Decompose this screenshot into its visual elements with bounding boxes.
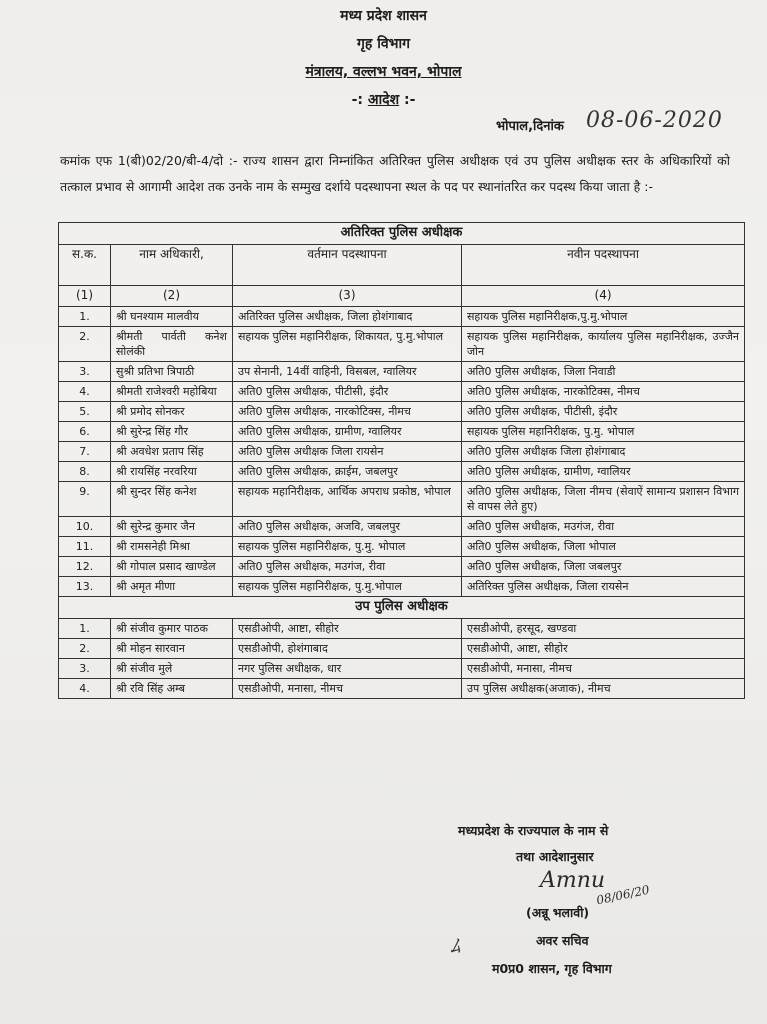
table-row — [59, 679, 745, 699]
cell-sn: 3. — [59, 362, 111, 382]
cell-new: उप पुलिस अधीक्षक(अजाक), नीमच — [462, 679, 745, 699]
cell-sn: 9. — [59, 482, 111, 517]
col-number: (1) — [59, 286, 111, 307]
signature-order: तथा आदेशानुसार — [516, 849, 594, 864]
cell-sn: 12. — [59, 557, 111, 577]
cell-name: श्री मोहन सारवान — [111, 639, 233, 659]
col-number: (4) — [462, 286, 745, 307]
cell-name: श्रीमती राजेश्वरी महोबिया — [111, 382, 233, 402]
cell-new: सहायक पुलिस महानिरीक्षक, पु.मु. भोपाल — [462, 422, 745, 442]
table-row — [59, 639, 745, 659]
cell-current: अतिरिक्त पुलिस अधीक्षक, जिला होशंगाबाद — [233, 307, 462, 327]
header-address: मंत्रालय, वल्लभ भवन, भोपाल — [305, 64, 462, 80]
cell-current: सहायक पुलिस महानिरीक्षक, पु.मु. भोपाल — [233, 537, 462, 557]
date-value: 08-06-2020 — [586, 108, 723, 133]
cell-sn: 2. — [59, 639, 111, 659]
order-title — [0, 90, 767, 109]
table-row — [59, 517, 745, 537]
header-govt: मध्य प्रदेश शासन — [340, 8, 427, 24]
signatory-designation: अवर सचिव — [536, 933, 589, 948]
cell-new: सहायक पुलिस महानिरीक्षक,पु.मु.भोपाल — [462, 307, 745, 327]
cell-current: एसडीओपी, आष्टा, सीहोर — [233, 619, 462, 639]
cell-current: अति0 पुलिस अधीक्षक, क्राईम, जबलपुर — [233, 462, 462, 482]
cell-sn: 3. — [59, 659, 111, 679]
cell-name: श्री सुन्दर सिंह कनेश — [111, 482, 233, 517]
cell-new: अति0 पुलिस अधीक्षक, पीटीसी, इंदौर — [462, 402, 745, 422]
cell-current: एसडीओपी, होशंगाबाद — [233, 639, 462, 659]
cell-name: श्री संजीव कुमार पाठक — [111, 619, 233, 639]
cell-name: श्री प्रमोद सोनकर — [111, 402, 233, 422]
initials-mark: ﾑ — [450, 934, 460, 958]
cell-new: अति0 पुलिस अधीक्षक, जिला निवाडी — [462, 362, 745, 382]
table-row — [59, 382, 745, 402]
signature-authority: मध्यप्रदेश के राज्यपाल के नाम से — [458, 823, 609, 838]
cell-name: श्री सुरेन्द्र सिंह गौर — [111, 422, 233, 442]
table-row — [59, 402, 745, 422]
cell-new: सहायक पुलिस महानिरीक्षक, कार्यालय पुलिस महानिरीक्षक, उज्जैन जोन — [462, 327, 745, 362]
cell-sn: 11. — [59, 537, 111, 557]
section-title-dsp: उप पुलिस अधीक्षक — [59, 597, 745, 619]
transfer-table — [58, 222, 745, 699]
col-number: (3) — [233, 286, 462, 307]
cell-sn: 6. — [59, 422, 111, 442]
cell-name: श्री संजीव मुले — [111, 659, 233, 679]
section-title-asp: अतिरिक्त पुलिस अधीक्षक — [59, 223, 745, 245]
cell-new: अति0 पुलिस अधीक्षक, ग्रामीण, ग्वालियर — [462, 462, 745, 482]
cell-sn: 4. — [59, 679, 111, 699]
cell-name: श्रीमती पार्वती कनेश सोलंकी — [111, 327, 233, 362]
col-header-name: नाम अधिकारी, — [111, 245, 233, 286]
cell-new: अति0 पुलिस अधीक्षक, मउगंज, रीवा — [462, 517, 745, 537]
table-row — [59, 659, 745, 679]
cell-sn: 1. — [59, 307, 111, 327]
cell-name: श्री घनश्याम मालवीय — [111, 307, 233, 327]
table-row — [59, 482, 745, 517]
cell-sn: 13. — [59, 577, 111, 597]
cell-new: अति0 पुलिस अधीक्षक, जिला जबलपुर — [462, 557, 745, 577]
cell-current: एसडीओपी, मनासा, नीमच — [233, 679, 462, 699]
cell-current: नगर पुलिस अधीक्षक, धार — [233, 659, 462, 679]
cell-name: श्री अवधेश प्रताप सिंह — [111, 442, 233, 462]
cell-new: एसडीओपी, हरसूद, खण्डवा — [462, 619, 745, 639]
cell-current: अति0 पुलिस अधीक्षक, मउगंज, रीवा — [233, 557, 462, 577]
cell-current: सहायक महानिरीक्षक, आर्थिक अपराध प्रकोष्ठ, भोपाल — [233, 482, 462, 517]
cell-new: अति0 पुलिस अधीक्षक, जिला भोपाल — [462, 537, 745, 557]
signatory-name: (अन्नू भलावी) — [526, 905, 590, 920]
cell-sn: 10. — [59, 517, 111, 537]
cell-new: एसडीओपी, मनासा, नीमच — [462, 659, 745, 679]
table-row — [59, 422, 745, 442]
order-title-text: आदेश — [367, 92, 400, 108]
header-department: गृह विभाग — [357, 36, 410, 52]
cell-current: अति0 पुलिस अधीक्षक, अजवि, जबलपुर — [233, 517, 462, 537]
cell-current: सहायक पुलिस महानिरीक्षक, शिकायत, पु.मु.भोपाल — [233, 327, 462, 362]
table-row — [59, 442, 745, 462]
cell-name: श्री रामसनेही मिश्रा — [111, 537, 233, 557]
cell-current: उप सेनानी, 14वीं वाहिनी, विसबल, ग्वालियर — [233, 362, 462, 382]
cell-current: सहायक पुलिस महानिरीक्षक, पु.मु.भोपाल — [233, 577, 462, 597]
cell-sn: 1. — [59, 619, 111, 639]
table-row — [59, 462, 745, 482]
cell-name: श्री रवि सिंह अम्ब — [111, 679, 233, 699]
order-paragraph: कमांक एफ 1(बी)02/20/बी-4/दो :- राज्य शासन द्वारा निम्नांकित अतिरिक्त पुलिस अधीक्षक एवं उप पुलिस अधीक्षक स्तर के अधिकारियों को तत्काल प्रभाव से आगामी आदेश तक उनके नाम के सम्मुख दर्शाये पदस्थापना स्थल के पद पर स्थानांतरित कर पदस्थ किया जाता है :- — [60, 153, 730, 194]
cell-name: श्री रायसिंह नरवरिया — [111, 462, 233, 482]
cell-sn: 4. — [59, 382, 111, 402]
cell-name: सुश्री प्रतिभा त्रिपाठी — [111, 362, 233, 382]
col-header-current: वर्तमान पदस्थापना — [233, 245, 462, 286]
cell-new: अति0 पुलिस अधीक्षक, जिला नीमच (सेवाऐं सामान्य प्रशासन विभाग से वापस लेते हुए) — [462, 482, 745, 517]
col-header-sn: स.क. — [59, 245, 111, 286]
cell-new: एसडीओपी, आष्टा, सीहोर — [462, 639, 745, 659]
cell-sn: 2. — [59, 327, 111, 362]
cell-current: अति0 पुलिस अधीक्षक, ग्रामीण, ग्वालियर — [233, 422, 462, 442]
cell-sn: 5. — [59, 402, 111, 422]
table-row — [59, 307, 745, 327]
signature-date: 08/06/20 — [595, 882, 651, 908]
cell-new: अति0 पुलिस अधीक्षक जिला होशंगाबाद — [462, 442, 745, 462]
table-row — [59, 362, 745, 382]
table-row — [59, 619, 745, 639]
cell-new: अति0 पुलिस अधीक्षक, नारकोटिक्स, नीमच — [462, 382, 745, 402]
cell-name: श्री सुरेन्द्र कुमार जैन — [111, 517, 233, 537]
cell-current: अति0 पुलिस अधीक्षक, पीटीसी, इंदौर — [233, 382, 462, 402]
cell-sn: 7. — [59, 442, 111, 462]
date-label: भोपाल,दिनांक — [496, 119, 564, 134]
col-number: (2) — [111, 286, 233, 307]
table-row — [59, 537, 745, 557]
signatory-department: म0प्र0 शासन, गृह विभाग — [492, 961, 612, 976]
order-title-suffix: :- — [404, 92, 416, 108]
order-title-prefix: -: — [351, 92, 363, 108]
col-header-new: नवीन पदस्थापना — [462, 245, 745, 286]
table-row — [59, 557, 745, 577]
cell-sn: 8. — [59, 462, 111, 482]
cell-name: श्री गोपाल प्रसाद खाण्डेल — [111, 557, 233, 577]
signature-scribble: Amnu — [540, 868, 606, 893]
cell-current: अति0 पुलिस अधीक्षक, नारकोटिक्स, नीमच — [233, 402, 462, 422]
cell-current: अति0 पुलिस अधीक्षक जिला रायसेन — [233, 442, 462, 462]
cell-new: अतिरिक्त पुलिस अधीक्षक, जिला रायसेन — [462, 577, 745, 597]
table-row — [59, 327, 745, 362]
table-row — [59, 577, 745, 597]
cell-name: श्री अमृत मीणा — [111, 577, 233, 597]
